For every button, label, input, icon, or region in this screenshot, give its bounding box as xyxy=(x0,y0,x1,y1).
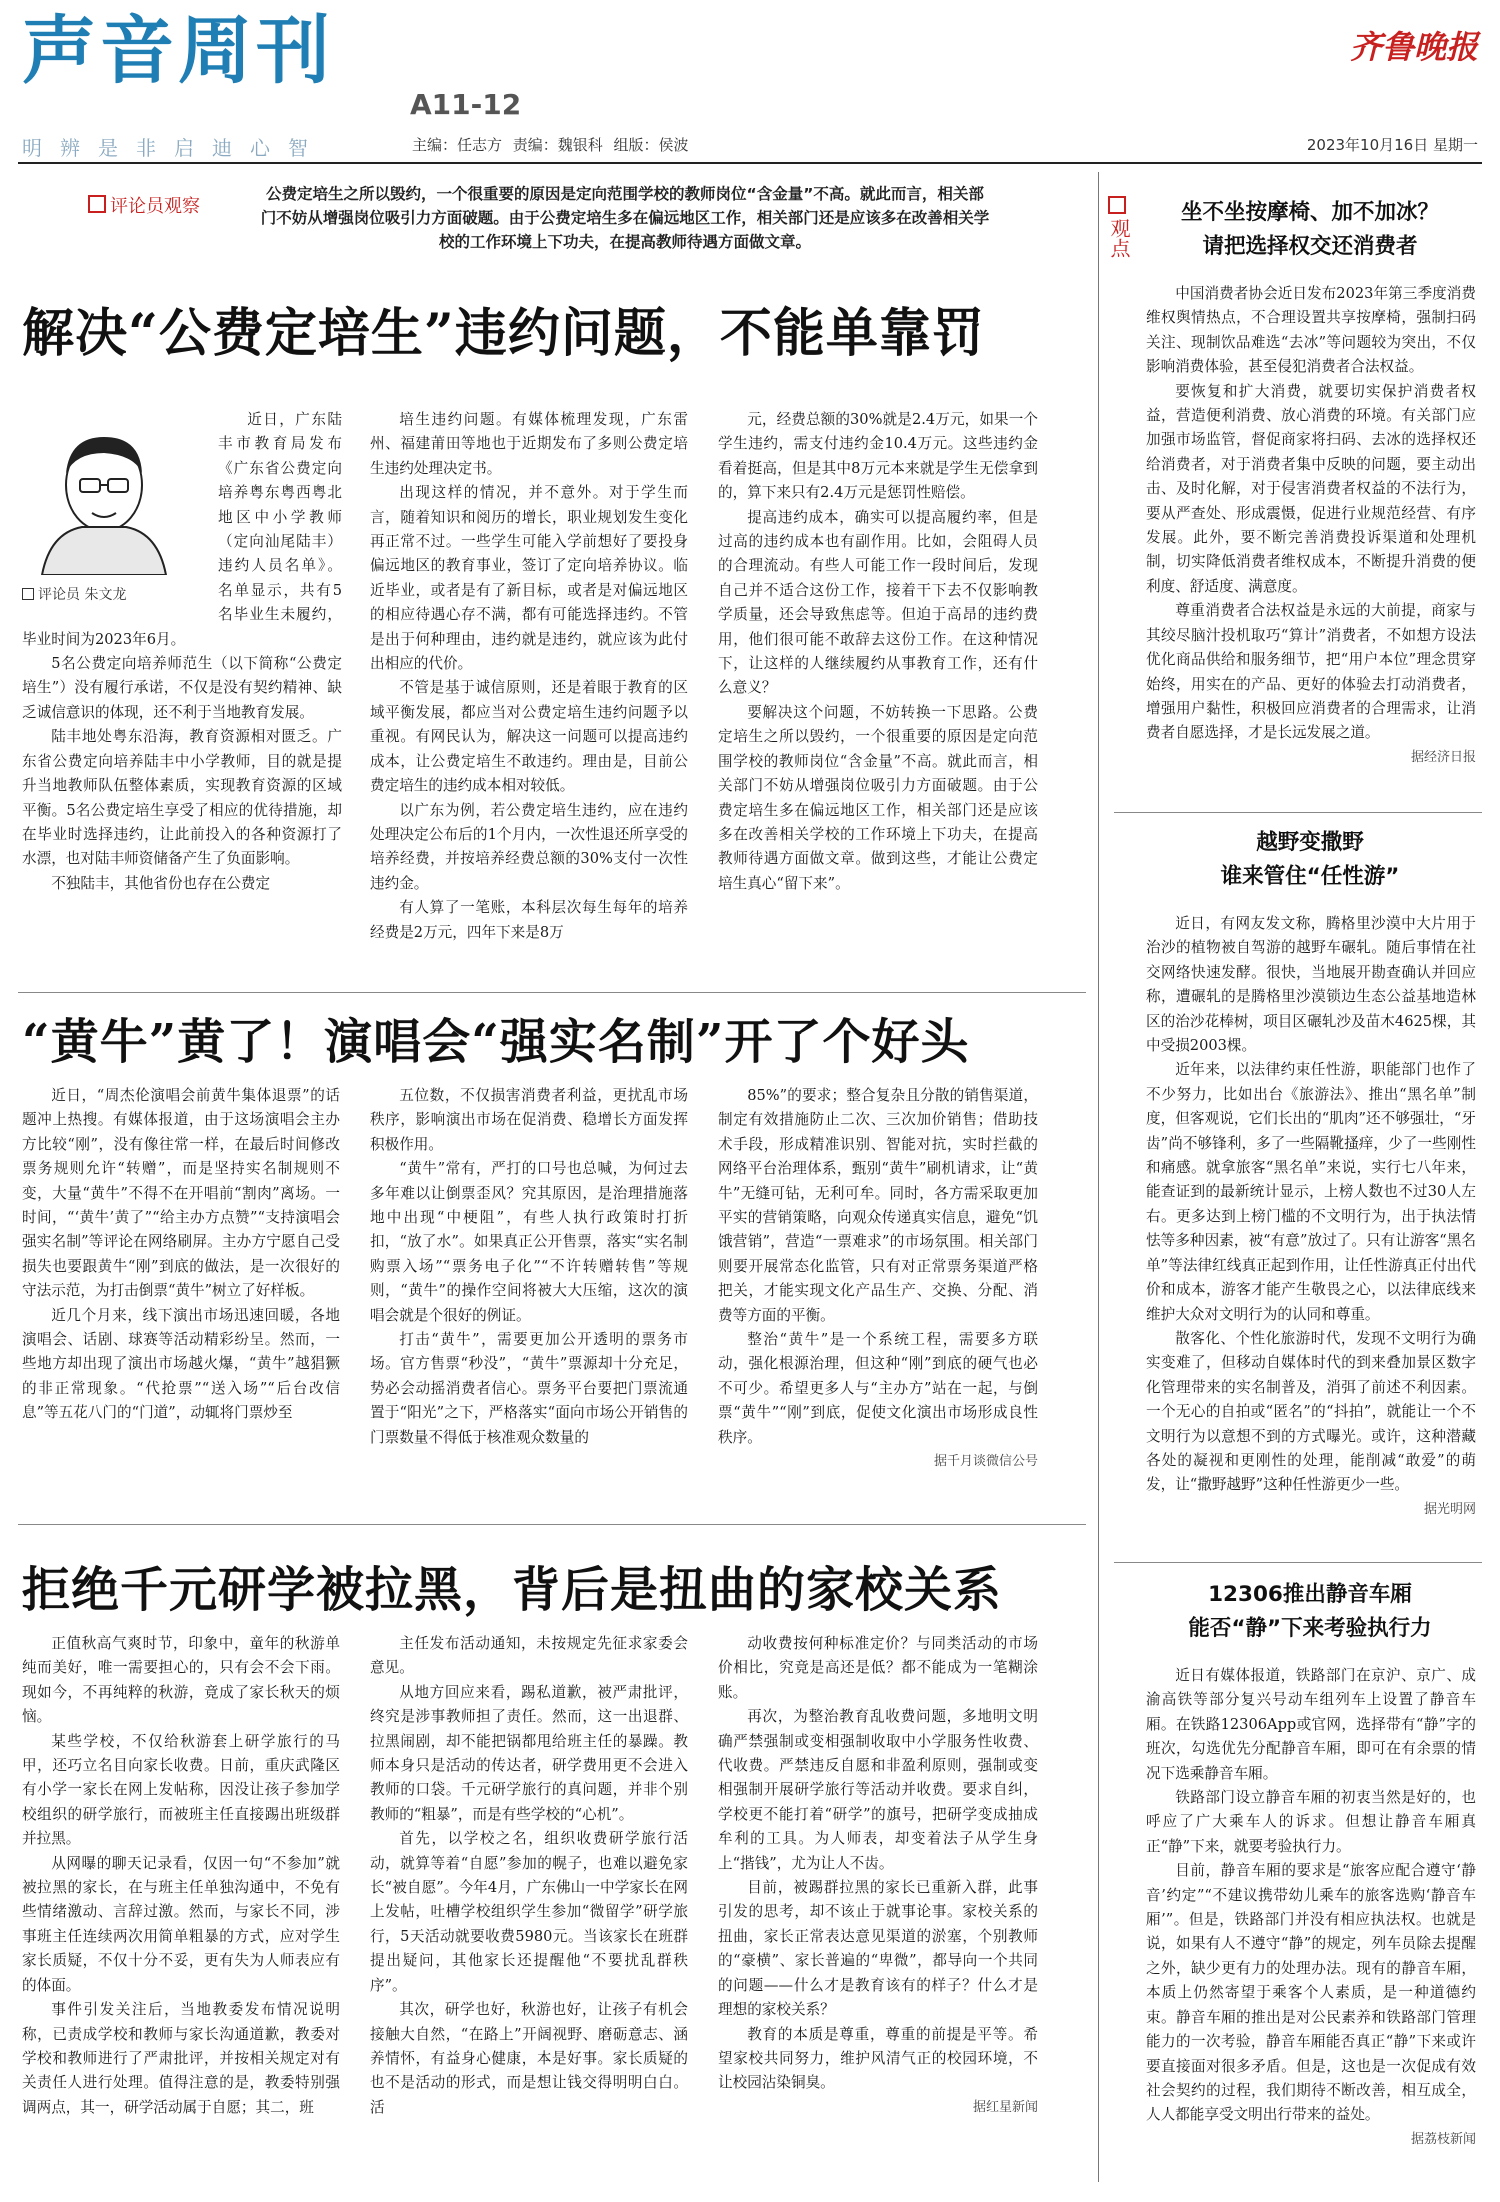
lead-headline: 解决“公费定培生”违约问题，不能单靠罚 xyxy=(22,303,985,364)
paragraph: 近日，广东陆丰市教育局发布《广东省公费定向培养粤东粤西粤北地区中小学教师（定向汕尾陆丰）违约人员名单》。名单显示，共有5名毕业生未履约，毕业时间为2023年6月。 xyxy=(22,411,342,648)
viewpoint-tag: 观点 xyxy=(1106,196,1128,258)
paragraph: 85%”的要求；整合复杂且分散的销售渠道，制定有效措施防止二次、三次加价销售；借助技术手段，形成精准识别、智能对抗，实时拦截的网络平台治理体系，甄别“黄牛”刷机请求，让“黄牛”无缝可钻，无利可牟。同时，各方需采取更加平实的营销策略，向观众传递真实信息，避免“饥饿营销”，营造“一票难求”的市场氛围。相关部门则要开展常态化监管，只有对正常票务渠道严格把关，才能实现文化产品生产、交换、分配、消费等方面的平衡。 xyxy=(718,1087,1038,1324)
paragraph: 打击“黄牛”，需要更加公开透明的票务市场。官方售票“秒没”，“黄牛”票源却十分充足，势必会动摇消费者信心。票务平台要把门票流通置于“阳光”之下，严格落实“面向市场公开销售的门票数量不得低于核准观众数量的 xyxy=(370,1331,688,1446)
paragraph: 近日，“周杰伦演唱会前黄牛集体退票”的话题冲上热搜。有媒体报道，由于这场演唱会主办方比较“刚”，没有像往常一样，在最后时间修改票务规则允许“转赠”，而是坚持实名制规则不变，大量“黄牛”不得不在开唱前“割肉”离场。一时间，“‘黄牛’黄了”“给主办方点赞”“支持演唱会强实名制”等评论在网络刷屏。主办方宁愿自己受损失也要跟黄牛“刚”到底的做法，是一次很好的守法示范，为打击倒票“黄牛”树立了好样板。 xyxy=(22,1087,340,1300)
paragraph: 目前，被踢群拉黑的家长已重新入群，此事引发的思考，却不该止于就事论事。家校关系的扭曲，家长正常表达意见渠道的淤塞，个别教师的“豪横”、家长普遍的“卑微”，都导向一个共同的问题——什么才是教育该有的样子？什么才是理想的家校关系？ xyxy=(718,1879,1038,2019)
second-col-3 xyxy=(718,1084,1038,1514)
paragraph: 五位数，不仅损害消费者利益，更扰乱市场秩序，影响演出市场在促消费、稳增长方面发挥积极作用。 xyxy=(370,1087,688,1153)
editors-line: 主编：任志方 责编：魏银科 组版：侯波 xyxy=(412,136,689,154)
paragraph: 元，经费总额的30%就是2.4万元，如果一个学生违约，需支付违约金10.4万元。这些违约金看着挺高，但是其中8万元本来就是学生无偿拿到的，算下来只有2.4万元是惩罚性赔偿。 xyxy=(718,411,1038,502)
tag-box-icon xyxy=(88,195,106,213)
paragraph: 正值秋高气爽时节，印象中，童年的秋游单纯而美好，唯一需要担心的，只有会不会下雨。现如今，不再纯粹的秋游，竟成了家长秋天的烦恼。 xyxy=(22,1635,340,1726)
paragraph: 近年来，以法律约束任性游，职能部门也作了不少努力，比如出台《旅游法》、推出“黑名单”制度，但客观说，它们长出的“肌肉”还不够强壮，“牙齿”尚不够锋利，多了一些隔靴搔痒，少了一些刚性和痛感。就拿旅客“黑名单”来说，实行七八年来，能查证到的最新统计显示，上榜人数也不过30人左右。更多达到上榜门槛的不文明行为，出于执法情怯等多种因素，被“有意”放过了。只有让游客“黑名单”等法律红线真正起到作用，让任性游真正付出代价和成本，游客才能产生敬畏之心，以法律底线来维护大众对文明行为的认同和尊重。 xyxy=(1146,1061,1476,1323)
third-col-1 xyxy=(22,1632,340,2184)
paragraph: 以广东为例，若公费定培生违约，应在违约处理决定公布后的1个月内，一次性退还所享受的培养经费，并按培养经费总额的30%支付一次性违约金。 xyxy=(370,801,688,892)
column-tag: 评论员观察 xyxy=(88,192,200,218)
sidebar-headline-2: 越野变撒野 谁来管住“任性游” xyxy=(1220,830,1400,889)
dateline: 2023年10月16日 星期一 xyxy=(1306,136,1478,154)
paragraph: 近日有媒体报道，铁路部门在京沪、京广、成渝高铁等部分复兴号动车组列车上设置了静音车厢。在铁路12306App或官网，选择带有“静”字的班次，勾选优先分配静音车厢，即可在有余票的情况下选乘静音车厢。 xyxy=(1146,1667,1476,1782)
paragraph: 要解决这个问题，不妨转换一下思路。公费定培生之所以毁约，一个很重要的原因是定向范围学校的教师岗位“含金量”不高。就此而言，相关部门不妨从增强岗位吸引力方面破题。由于公费定培生多在偏远地区工作，相关部门还是应该多在改善相关学校的工作环境上下功夫，在提高教师待遇方面做文章。做到这些，才能让公费定培生真心“留下来”。 xyxy=(718,703,1038,892)
source-credit: 据千月谈微信公号 xyxy=(933,1454,1038,1470)
paragraph: “黄牛”常有，严打的口号也总喊，为何过去多年难以让倒票歪风？究其原因，是治理措施落地中出现“中梗阻”，有些人执行政策时打折扣，“放了水”。如果真正公开售票，落实“实名制购票入场”“票务电子化”“不许转赠转售”等规则，“黄牛”的操作空间将被大大压缩，这次的演唱会就是个很好的例证。 xyxy=(370,1160,688,1324)
paragraph: 中国消费者协会近日发布2023年第三季度消费维权舆情热点，不合理设置共享按摩椅，强制扫码关注、现制饮品难选“去冰”等问题较为突出，不仅影响消费体验，甚至侵犯消费者合法权益。 xyxy=(1146,285,1476,376)
paragraph: 再次，为整治教育乱收费问题，多地明文明确严禁强制或变相强制收取中小学服务性收费、代收费。严禁违反自愿和非盈利原则，强制或变相强制开展研学旅行等活动并收费。要求自纠，学校更不能打着“研学”的旗号，把研学变成抽成牟利的工具。为人师表，却变着法子从学生身上“揩钱”，尤为让人不齿。 xyxy=(718,1708,1038,1872)
paragraph: 某些学校，不仅给秋游套上研学旅行的马甲，还巧立名目向家长收费。日前，重庆武隆区有小学一家长在网上发帖称，因没让孩子参加学校组织的研学旅行，而被班主任直接踢出班级群并拉黑。 xyxy=(22,1732,340,1848)
paragraph: 主任发布活动通知，未按规定先征求家委会意见。 xyxy=(370,1635,688,1677)
lead-col-3 xyxy=(718,408,1038,978)
paragraph: 从地方回应来看，踢私道歉，被严肃批评，终究是涉事教师担了责任。然而，这一出退群、拉黑闹剧，却不能把锅都甩给班主任的暴躁。教师本身只是活动的传达者，研学费用更不会进入教师的口袋。千元研学旅行的真问题，并非个别教师的“粗暴”，而是有些学校的“心机”。 xyxy=(370,1683,688,1823)
second-col-1 xyxy=(22,1084,340,1514)
paragraph: 事件引发关注后，当地教委发布情况说明称，已责成学校和教师与家长沟通道歉，教委对学校和教师进行了严肃批评，并按相关规定对有关责任人进行处理。值得注意的是，教委特别强调两点，其一，研学活动属于自愿；其二，班 xyxy=(22,2001,340,2116)
paragraph: 整治“黄牛”是一个系统工程，需要多方联动，强化根源治理，但这种“刚”到底的硬气也必不可少。希望更多人与“主办方”站在一起，与倒票“黄牛”“刚”到底，促使文化演出市场形成良性秩序。 xyxy=(718,1331,1038,1446)
paragraph: 培生违约问题。有媒体梳理发现，广东雷州、福建莆田等地也于近期发布了多则公费定培生违约处理决定书。 xyxy=(370,411,688,477)
photo-spacer xyxy=(22,408,218,622)
third-col-3 xyxy=(718,1632,1038,2184)
paragraph: 目前，静音车厢的要求是“旅客应配合遵守‘静音’约定”“不建议携带幼儿乘车的旅客选购‘静音车厢’”。但是，铁路部门并没有相应执法权。也就是说，如果有人不遵守“静”的规定，列车员除去提醒之外，缺少更有力的处理办法。现有的静音车厢，本质上仍然寄望于乘客个人素质，是一种道德约束。静音车厢的推出是对公民素养和铁路部门管理能力的一次考验，静音车厢能否真正“静”下来或许要直接面对很多矛盾。但是，这也是一次促成有效社会契约的过程，我们期待不断改善，相互成全，人人都能享受文明出行带来的益处。 xyxy=(1146,1862,1476,2124)
source-credit: 据荔枝新闻 xyxy=(1410,2131,1476,2147)
paragraph: 提高违约成本，确实可以提高履约率，但是过高的违约成本也有副作用。比如，会阻碍人员的合理流动。有些人可能工作一段时间后，发现自己并不适合这份工作，接着干下去不仅影响教学质量，还会导致焦虑等。但迫于高昂的违约费用，他们很可能不敢辞去这份工作。在这种情况下，让这样的人继续履约从事教育工作，还有什么意义？ xyxy=(718,508,1038,697)
sidebar-article-1 xyxy=(1146,282,1476,802)
paragraph: 教育的本质是尊重，尊重的前提是平等。希望家校共同努力，维护风清气正的校园环境，不让校园沾染铜臭。 xyxy=(718,2025,1038,2092)
sidebar-divider xyxy=(1114,812,1482,813)
paragraph: 陆丰地处粤东沿海，教育资源相对匮乏。广东省公费定向培养陆丰中小学教师，目的就是提升当地教师队伍整体素质，实现教育资源的区域平衡。5名公费定培生享受了相应的优待措施，却在毕业时选择违约，让此前投入的各种资源打了水漂，也对陆丰师资储备产生了负面影响。 xyxy=(22,728,342,868)
source-credit: 据光明网 xyxy=(1423,1501,1476,1517)
paragraph: 不独陆丰，其他省份也存在公费定 xyxy=(51,874,271,892)
paragraph: 尊重消费者合法权益是永远的大前提，商家与其绞尽脑汁投机取巧“算计”消费者，不如想方设法优化商品供给和服务细节，把“用户本位”理念贯穿始终，用实在的产品、更好的体验去打动消费者，增强用户黏性，积极回应消费者的合理需求，让消费者自愿选择，才是长远发展之道。 xyxy=(1146,602,1476,742)
second-col-2 xyxy=(370,1084,688,1514)
paragraph: 近几个月来，线下演出市场迅速回暖，各地演唱会、话剧、球赛等活动精彩纷呈。然而，一些地方却出现了演出市场越火爆，“黄牛”越猖獗的非正常现象。“代抢票”“送入场”“后台改信息”等五花八门的“门道”，动辄将门票炒至 xyxy=(22,1306,340,1422)
third-col-2 xyxy=(370,1632,688,2184)
lead-col-2 xyxy=(370,408,688,978)
source-credit: 据经济日报 xyxy=(1410,749,1476,765)
lead-summary: 公费定培生之所以毁约，一个很重要的原因是定向范围学校的教师岗位“含金量”不高。就此而言，相关部门不妨从增强岗位吸引力方面破题。由于公费定培生多在偏远地区工作，相关部门还是应该多在改善相关学校的工作环境上下功夫，在提高教师待遇方面做文章。 xyxy=(260,185,990,251)
paragraph: 不管是基于诚信原则，还是着眼于教育的区域平衡发展，都应当对公费定培生违约问题予以重视。有网民认为，解决这一问题可以提高违约成本，让公费定培生不敢违约。理由是，目前公费定培生的违约成本相对较低。 xyxy=(370,679,688,795)
article-divider xyxy=(18,1524,1086,1525)
paragraph: 近日，有网友发文称，腾格里沙漠中大片用于治沙的植物被自驾游的越野车碾轧。随后事情在社交网络快速发酵。很快，当地展开勘查确认并回应称，遭碾轧的是腾格里沙漠锁边生态公益基地造林区的治沙花棒树，项目区碾轧沙及苗木4625棵，其中受损2003棵。 xyxy=(1146,915,1476,1055)
section-title: 声音周刊 xyxy=(22,8,334,94)
paragraph: 要恢复和扩大消费，就要切实保护消费者权益，营造便利消费、放心消费的环境。有关部门应加强市场监管，督促商家将扫码、去冰的选择权还给消费者，对于消费者集中反映的问题，要主动出击、及时化解，对于侵害消费者权益的不法行为，要从严查处、形成震慑，促进行业规范经营、有序发展。此外，要不断完善消费投诉渠道和处理机制，切实降低消费者维权成本，不断提升消费的便利度、舒适度、满意度。 xyxy=(1146,382,1476,595)
paragraph: 从网曝的聊天记录看，仅因一句“不参加”就被拉黑的家长，在与班主任单独沟通中，不免有些情绪激动、言辞过激。然而，与家长不同，涉事班主任连续两次用简单粗暴的方式，应对学生家长质疑，不仅十分不妥，更有失为人师表应有的体面。 xyxy=(22,1854,340,1994)
article-divider xyxy=(18,992,1086,993)
paragraph: 散客化、个性化旅游时代，发现不文明行为确实变难了，但移动自媒体时代的到来叠加景区数字化管理带来的实名制普及，消弭了前述不利因素。一个无心的自拍或“匿名”的“抖拍”，就能让一个不文明行为以意想不到的方式曝光。或许，这种潜藏各处的凝视和更刚性的处理，能削减“敢爱”的萌发，让“撒野越野”这种任性游更少一些。 xyxy=(1146,1329,1476,1494)
paragraph: 动收费按何种标准定价？与同类活动的市场价相比，究竟是高还是低？都不能成为一笔糊涂账。 xyxy=(718,1635,1038,1701)
sidebar-headline-1: 坐不坐按摩椅、加不加冰？ 请把选择权交还消费者 xyxy=(1180,200,1439,259)
sidebar-divider xyxy=(1114,1562,1482,1563)
paragraph: 其次，研学也好，秋游也好，让孩子有机会接触大自然，“在路上”开阔视野、磨砺意志、涵养情怀，有益身心健康，本是好事。家长质疑的也不是活动的形式，而是想让钱交得明明白白。活 xyxy=(370,2001,688,2116)
tag-box-icon xyxy=(1108,196,1126,214)
lead-col-1 xyxy=(22,408,342,978)
second-headline: “黄牛”黄了！演唱会“强实名制”开了个好头 xyxy=(22,1014,970,1070)
sidebar-article-3 xyxy=(1146,1664,1476,2186)
paragraph: 首先，以学校之名，组织收费研学旅行活动，就算等着“自愿”参加的幌子，也难以避免家长“被自愿”。今年4月，广东佛山一中学家长在网上发帖，吐槽学校组织学生参加“微留学”研学旅行，5天活动就要收费5980元。当该家长在班群提出疑问，其他家长还提醒他“不要扰乱群秩序”。 xyxy=(370,1830,688,1994)
paragraph: 5名公费定向培养师范生（以下简称“公费定培生”）没有履行承诺，不仅是没有契约精神、缺乏诚信意识的体现，还不利于当地教育发展。 xyxy=(22,655,342,721)
newspaper-logo: 齐鲁晚报 xyxy=(1349,28,1478,66)
third-headline: 拒绝千元研学被拉黑，背后是扭曲的家校关系 xyxy=(22,1562,1003,1618)
author-byline: 评论员 朱文龙 xyxy=(22,584,126,604)
section-motto: 明辨是非启迪心智 xyxy=(22,136,326,160)
column-divider xyxy=(1098,172,1099,2182)
page-numbers: A11-12 xyxy=(410,88,522,121)
sidebar-headline-3: 12306推出静音车厢 能否“静”下来考验执行力 xyxy=(1188,1582,1432,1641)
paragraph: 出现这样的情况，并不意外。对于学生而言，随着知识和阅历的增长，职业规划发生变化再正常不过。一些学生可能入学前想好了要投身偏远地区的教育事业，签订了定向培养协议。临近毕业，或者是有了新目标，或者是对偏远地区的相应待遇心存不满，都有可能选择违约。不管是出于何种理由，违约就是违约，就应该为此付出相应的代价。 xyxy=(370,484,688,673)
paragraph: 有人算了一笔账，本科层次每生每年的培养经费是2万元，四年下来是8万 xyxy=(370,899,688,941)
paragraph: 铁路部门设立静音车厢的初衷当然是好的，也呼应了广大乘车人的诉求。但想让静音车厢真正“静”下来，就要考验执行力。 xyxy=(1146,1789,1476,1855)
source-credit: 据红星新闻 xyxy=(972,2099,1038,2115)
sidebar-article-2 xyxy=(1146,912,1476,1552)
masthead-rule xyxy=(18,162,1482,164)
